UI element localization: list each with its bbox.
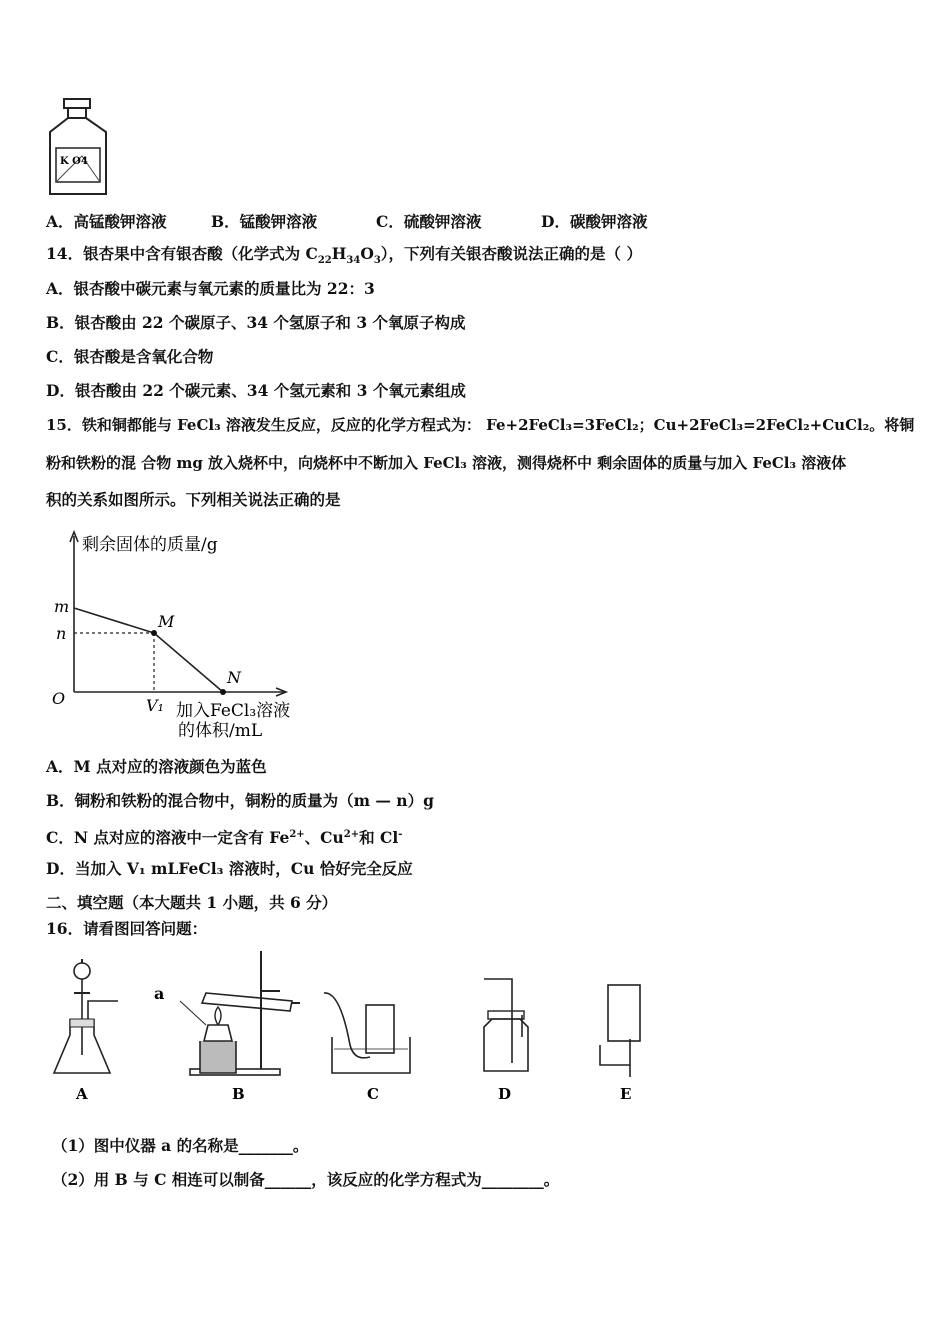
q15-option-c: C．N 点对应的溶液中一定含有 $Fe^{2+}$、$Cu^{2+}$和 Cl- [46,828,403,848]
bottle-label: K O4 [60,156,88,167]
reagent-bottle-figure [42,96,114,200]
apparatus-label-a: A [76,1085,88,1103]
origin-label: O [52,689,66,708]
segment-M-to-N [154,633,223,692]
q15-line3: 积的关系如图所示。下列相关说法正确的是 [46,490,341,509]
apparatus-label-c: C [367,1085,379,1103]
apparatus-b-stand [154,951,300,1075]
point-N [220,689,226,695]
q13-option-b: B．锰酸钾溶液 [211,212,318,231]
instrument-a-label: a [154,984,165,1003]
q13-option-d: D．碳酸钾溶液 [541,212,648,231]
q15-option-a: A．M 点对应的溶液颜色为蓝色 [46,757,267,776]
q14-option-c: C．银杏酸是含氧化合物 [46,347,214,366]
y-axis-label: 剩余固体的质量/g [82,535,218,555]
apparatus-a-flask [54,959,118,1073]
point-N-label: N [227,668,241,687]
q15-line1: 15．铁和铜都能与 FeCl₃ 溶液发生反应，反应的化学方程式为： Fe+2FeCl₃=3FeCl₂；Cu+2FeCl₃=2FeCl₂+CuCl₂。将铜 [46,416,915,434]
apparatus-label-d: D [498,1085,512,1103]
apparatus-c-trough [324,993,410,1073]
q15-option-b: B．铜粉和铁粉的混合物中，铜粉的质量为（m — n）g [46,791,434,810]
y-tick-n: n [56,624,67,643]
point-M [151,630,157,636]
q15-line2: 粉和铁粉的混 合物 mg 放入烧杯中，向烧杯中不断加入 FeCl₃ 溶液，测得烧杯中 剩余固体的质量与加入 FeCl₃ 溶液体 [46,454,847,472]
q14-option-b: B．银杏酸由 22 个碳原子、34 个氢原子和 3 个氧原子构成 [46,313,466,332]
apparatus-e-bottle [600,985,640,1077]
mass-volume-chart [46,526,326,746]
segment-m-to-M [74,608,154,633]
x-axis-label-1: 加入FeCl₃溶液 [176,701,291,721]
q13-option-c: C．硫酸钾溶液 [376,212,482,231]
q16-sub2: （2）用 B 与 C 相连可以制备______，该反应的化学方程式为________。 [52,1170,560,1189]
q13-option-a: A．高锰酸钾溶液 [46,212,167,231]
q14-option-a: A．银杏酸中碳元素与氧元素的质量比为 22：3 [46,279,375,298]
apparatus-label-e: E [620,1085,632,1103]
apparatus-label-b: B [232,1085,245,1103]
q16-stem: 16．请看图回答问题： [46,919,208,938]
point-M-label: M [158,612,175,631]
q14-option-d: D．银杏酸由 22 个碳元素、34 个氢元素和 3 个氧元素组成 [46,381,466,400]
q14-stem: 14．银杏果中含有银杏酸（化学式为 $C_{22}H_{34}O_3$），下列有关银杏酸说法正确的是（ ） [46,244,642,267]
q15-option-d: D．当加入 V₁ mLFeCl₃ 溶液时，Cu 恰好完全反应 [46,859,413,878]
x-tick-v1: V₁ [146,696,164,715]
y-tick-m: m [54,597,70,616]
section-heading: 二、填空题（本大题共 1 小题，共 6 分） [46,893,338,912]
q16-sub1: （1）图中仪器 a 的名称是_______。 [52,1136,309,1155]
apparatus-figure [40,945,680,1115]
x-axis-label-2: 的体积/mL [178,721,263,741]
apparatus-d-bottle [484,979,528,1071]
